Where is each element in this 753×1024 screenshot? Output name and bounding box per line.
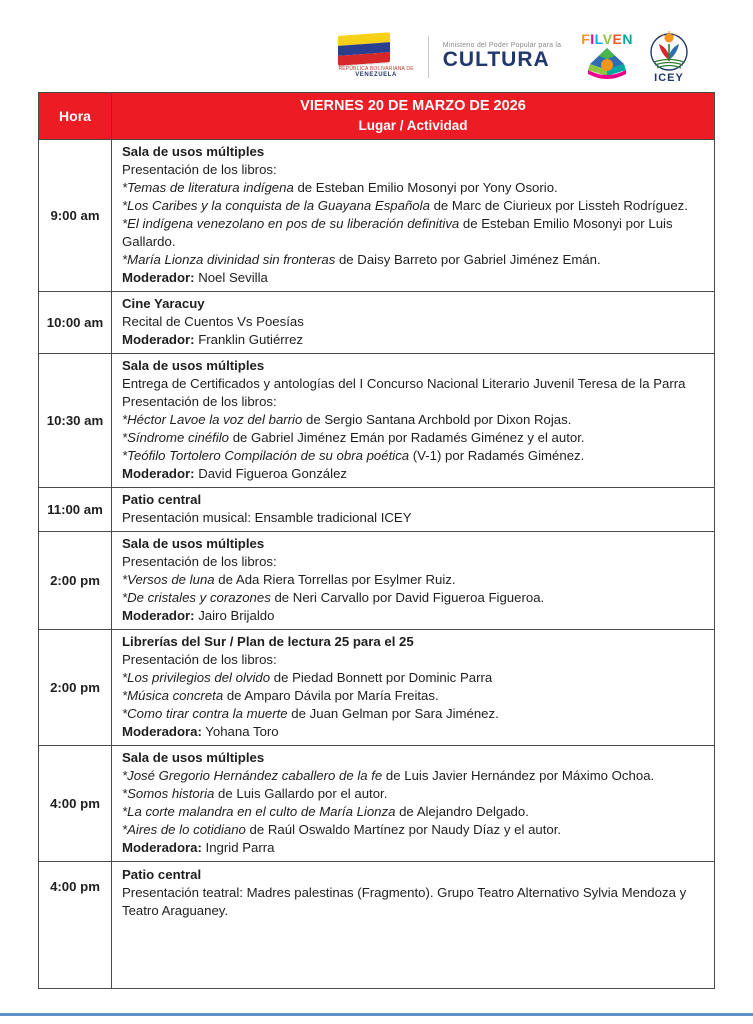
activity-line [122, 723, 706, 741]
activity-cell [112, 630, 715, 746]
label-text: (V-1) por Radamés Giménez. [409, 448, 585, 464]
activity-line [122, 447, 706, 465]
day-subtitle: Lugar / Actividad [358, 118, 468, 134]
book-title: *De cristales y corazones [122, 590, 271, 606]
label-text: de Raúl Oswaldo Martínez por Naudy Díaz y el autor. [245, 822, 562, 838]
label-text: Noel Sevilla [194, 270, 268, 286]
book-title: *José Gregorio Hernández caballero de la fe [122, 768, 383, 784]
label-text: de Daisy Barreto por Gabriel Jiménez Emán. [335, 252, 601, 268]
ministry-line: Ministerio del Poder Popular para la [442, 42, 562, 50]
label-text: de Luis Javier Hernández por Máximo Ochoa. [382, 768, 655, 784]
activity-line [122, 375, 706, 393]
venezuela-flag-block [338, 34, 413, 80]
label-text: Entrega de Certificados y antologías del I Concurso Nacional Literario Juvenil Teresa de la Parra [122, 376, 686, 392]
book-title: *Aires de lo cotidiano [122, 822, 246, 838]
activity-line [122, 553, 706, 571]
schedule-row [39, 140, 715, 292]
label-bold: Sala de usos múltiples [122, 750, 265, 766]
activity-line [122, 705, 706, 723]
label-text: de Gabriel Jiménez Emán por Radamés Giménez y el autor. [229, 430, 585, 446]
activity-cell [112, 354, 715, 488]
schedule-header-row [39, 93, 715, 140]
label-bold: Cine Yaracuy [122, 296, 205, 312]
activity-cell [112, 140, 715, 292]
label-text: de Piedad Bonnett por Dominic Parra [270, 670, 493, 686]
label-text: de Neri Carvallo por David Figueroa Figueroa. [270, 590, 545, 606]
label-bold: Librerías del Sur / Plan de lectura 25 para el 25 [122, 634, 414, 650]
schedule-row [39, 292, 715, 354]
day-title: VIERNES 20 DE MARZO DE 2026 [300, 98, 526, 114]
filven-letter: V [602, 31, 613, 47]
activity-line [122, 295, 706, 313]
book-title: *Los privilegios del olvido [122, 670, 271, 686]
activity-line [122, 161, 706, 179]
schedule-row [39, 488, 715, 532]
label-text: de Amparo Dávila por María Freitas. [223, 688, 439, 704]
schedule-row [39, 354, 715, 488]
label-text: Presentación teatral: Madres palestinas (Fragmento). Grupo Teatro Alternativo Sylvia Mendoza y Teatro Araguaney. [122, 885, 687, 919]
activity-line [122, 839, 706, 857]
label-bold: Patio central [122, 867, 202, 883]
label-text: Franklin Gutiérrez [194, 332, 303, 348]
book-title: *Temas de literatura indígena [122, 180, 294, 196]
activity-line [122, 393, 706, 411]
book-title: *Música concreta [122, 688, 224, 704]
activity-line [122, 651, 706, 669]
book-title: *Síndrome cinéfilo [122, 430, 230, 446]
ministry-logo [443, 42, 561, 71]
schedule-table [38, 92, 715, 989]
label-bold: Patio central [122, 492, 202, 508]
label-text: Presentación de los libros: [122, 394, 277, 410]
activity-line [122, 143, 706, 161]
schedule-row [39, 532, 715, 630]
activity-line [122, 884, 706, 920]
book-title: *Los Caribes y la conquista de la Guayana Española [122, 198, 430, 214]
venezuela-government-logo [338, 34, 413, 80]
time-cell: 11:00 am [39, 488, 112, 532]
activity-line [122, 331, 706, 349]
time-cell: 10:00 am [39, 292, 112, 354]
label-bold: Moderador: [122, 466, 195, 482]
activity-line [122, 215, 706, 251]
label-bold: Moderador: [122, 608, 195, 624]
time-cell: 9:00 am [39, 140, 112, 292]
schedule-row [39, 630, 715, 746]
activity-cell [112, 292, 715, 354]
label-text: de Ada Riera Torrellas por Esylmer Ruiz. [214, 572, 456, 588]
bottom-blue-rule [0, 1013, 753, 1016]
gov-country-tag: REPÚBLICA BOLIVARIANA DE [338, 65, 414, 72]
label-text: Yohana Toro [201, 724, 279, 740]
time-cell: 2:00 pm [39, 532, 112, 630]
activity-cell [112, 746, 715, 862]
activity-line [122, 607, 706, 625]
time-cell: 4:00 pm [39, 862, 112, 989]
ministry-name: CULTURA [442, 48, 550, 72]
activity-line [122, 357, 706, 375]
hora-column-header: Hora [39, 93, 112, 140]
label-bold: Moderador: [122, 332, 195, 348]
label-text: Presentación musical: Ensamble tradicional ICEY [122, 510, 412, 526]
book-title: *Somos historia [122, 786, 215, 802]
label-bold: Moderadora: [122, 724, 202, 740]
logo-divider [428, 36, 429, 78]
activity-line [122, 179, 706, 197]
label-text: Presentación de los libros: [122, 162, 277, 178]
activity-line [122, 803, 706, 821]
filven-letter: I [590, 31, 595, 47]
book-title: *Teófilo Tortolero Compilación de su obra poética [122, 448, 410, 464]
filven-wordmark [581, 32, 633, 46]
activity-line [122, 866, 706, 884]
activity-cell [112, 488, 715, 532]
schedule-row [39, 746, 715, 862]
label-text: de Juan Gelman por Sara Jiménez. [287, 706, 499, 722]
book-title: *Versos de luna [122, 572, 215, 588]
activity-line [122, 669, 706, 687]
book-title: *Como tirar contra la muerte [122, 706, 288, 722]
icey-label: ICEY [654, 72, 684, 84]
time-cell: 2:00 pm [39, 630, 112, 746]
activity-line [122, 821, 706, 839]
filven-letter: L [594, 31, 603, 47]
label-bold: Sala de usos múltiples [122, 358, 265, 374]
label-text: David Figueroa González [194, 466, 347, 482]
activity-line [122, 429, 706, 447]
label-text: Presentación de los libros: [122, 652, 277, 668]
activity-line [122, 535, 706, 553]
venezuela-flag-icon [338, 32, 390, 66]
filven-letter: F [581, 31, 591, 47]
time-cell: 10:30 am [39, 354, 112, 488]
activity-line [122, 197, 706, 215]
schedule-body [39, 140, 715, 989]
label-text: de Alejandro Delgado. [395, 804, 529, 820]
icey-logo [647, 30, 691, 84]
filven-book-icon [584, 46, 630, 82]
filven-letter: N [622, 31, 633, 47]
day-column-header [112, 93, 715, 140]
activity-line [122, 313, 706, 331]
activity-line [122, 491, 706, 509]
activity-line [122, 687, 706, 705]
activity-line [122, 785, 706, 803]
label-text: de Marc de Ciurieux por Lissteh Rodríguez. [429, 198, 688, 214]
activity-line [122, 251, 706, 269]
schedule-header [39, 93, 715, 140]
activity-line [122, 465, 706, 483]
activity-line [122, 749, 706, 767]
activity-line [122, 269, 706, 287]
label-text: Jairo Brijaldo [194, 608, 275, 624]
schedule-row [39, 862, 715, 989]
activity-line [122, 767, 706, 785]
activity-cell [112, 532, 715, 630]
label-bold: Sala de usos múltiples [122, 536, 265, 552]
label-bold: Moderador: [122, 270, 195, 286]
label-text: de Esteban Emilio Mosonyi por Luis Gallardo. [122, 216, 673, 250]
activity-line [122, 571, 706, 589]
label-bold: Moderadora: [122, 840, 202, 856]
label-text: de Sergio Santana Archbold por Dixon Rojas. [302, 412, 572, 428]
book-title: *Héctor Lavoe la voz del barrio [122, 412, 303, 428]
activity-line [122, 509, 706, 527]
book-title: *La corte malandra en el culto de María Lionza [122, 804, 396, 820]
gov-country: VENEZUELA [355, 72, 397, 79]
gov-small-text [338, 66, 413, 80]
book-title: *El indígena venezolano en pos de su liberación definitiva [122, 216, 460, 232]
label-text: Ingrid Parra [201, 840, 275, 856]
label-bold: Sala de usos múltiples [122, 144, 265, 160]
label-text: Recital de Cuentos Vs Poesías [122, 314, 304, 330]
header-logos [0, 30, 753, 84]
book-title: *María Lionza divinidad sin fronteras [122, 252, 336, 268]
activity-line [122, 589, 706, 607]
label-text: de Esteban Emilio Mosonyi por Yony Osorio. [293, 180, 558, 196]
time-cell: 4:00 pm [39, 746, 112, 862]
label-text: de Luis Gallardo por el autor. [214, 786, 388, 802]
filven-letter: E [612, 31, 623, 47]
icey-plant-icon [647, 30, 691, 74]
activity-line [122, 633, 706, 651]
label-text: Presentación de los libros: [122, 554, 277, 570]
activity-cell [112, 862, 715, 989]
activity-line [122, 411, 706, 429]
filven-logo [581, 32, 633, 82]
